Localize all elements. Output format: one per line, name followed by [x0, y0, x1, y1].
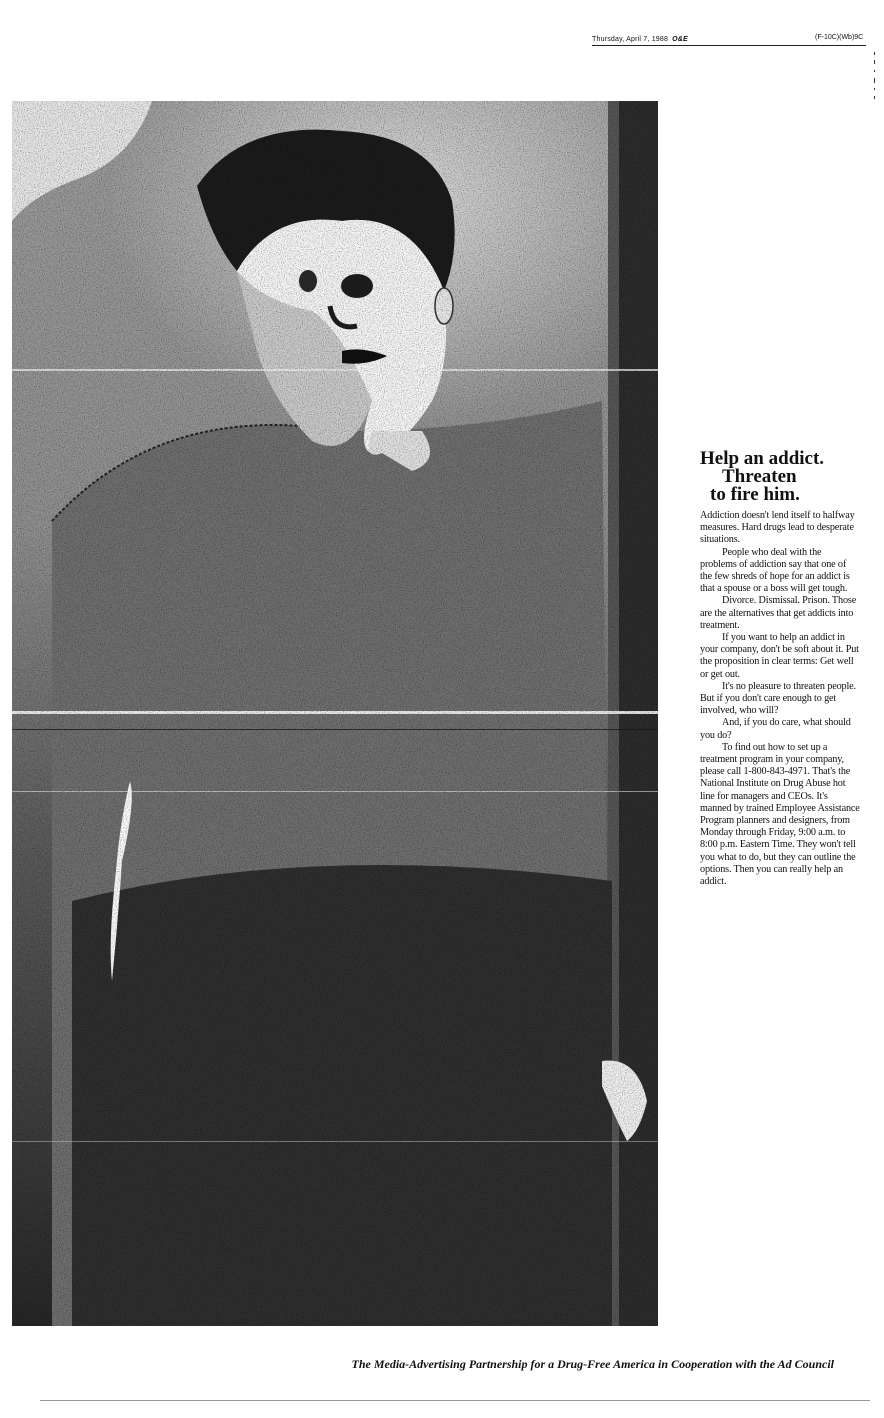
- body-paragraph: Addiction doesn't lend itself to halfway measures. Hard drugs lead to desperate situations.: [700, 510, 855, 546]
- scan-specks: [872, 52, 878, 142]
- header-section: O&E: [672, 36, 688, 43]
- ad-headline: [700, 450, 860, 504]
- ad-photo: [12, 101, 658, 1326]
- ad-credit: The Media-Advertising Partnership for a Drug-Free America in Cooperation with the Ad Council: [351, 1357, 834, 1371]
- body-paragraph: It's no pleasure to threaten people. But if you don't care enough to get involved, who will?: [700, 680, 856, 717]
- ad-copy: [700, 450, 860, 888]
- header-date: Thursday, April 7, 1988: [592, 36, 669, 43]
- bottom-rule: [40, 1400, 870, 1401]
- body-paragraph: People who deal with the problems of addiction say that one of the few shreds of hope for an addict is that a spouse or a boss will get tough.: [700, 546, 850, 595]
- header-dateline: [592, 36, 688, 43]
- body-paragraph: And, if you do care, what should you do?: [700, 717, 851, 741]
- header-page-code: (F-10C)(Wb)9C: [815, 34, 864, 41]
- headline-line: Threaten: [722, 466, 797, 487]
- body-paragraph: To find out how to set up a treatment program in your company, please call 1-800-843-4971. That's the National Institute on Drug Abuse hot line for managers and CEOs. It's manned by trained Employee Assistance Program planners and designers, from Monday through Friday, 9:00 a.m. to 8:00 p.m. Eastern Time. They won't tell you what to do, but they can outline the options. Then you can really help an addict.: [700, 741, 860, 888]
- ad-body: [700, 510, 860, 888]
- header-rule: [592, 45, 866, 46]
- headline-line: to fire him.: [710, 484, 800, 505]
- body-paragraph: Divorce. Dismissal. Prison. Those are the alternatives that get addicts into treatment.: [700, 595, 857, 631]
- body-paragraph: If you want to help an addict in your company, don't be soft about it. Put the proposition in clear terms: Get well or get out.: [700, 632, 859, 680]
- headline-line: Help an addict.: [700, 448, 825, 469]
